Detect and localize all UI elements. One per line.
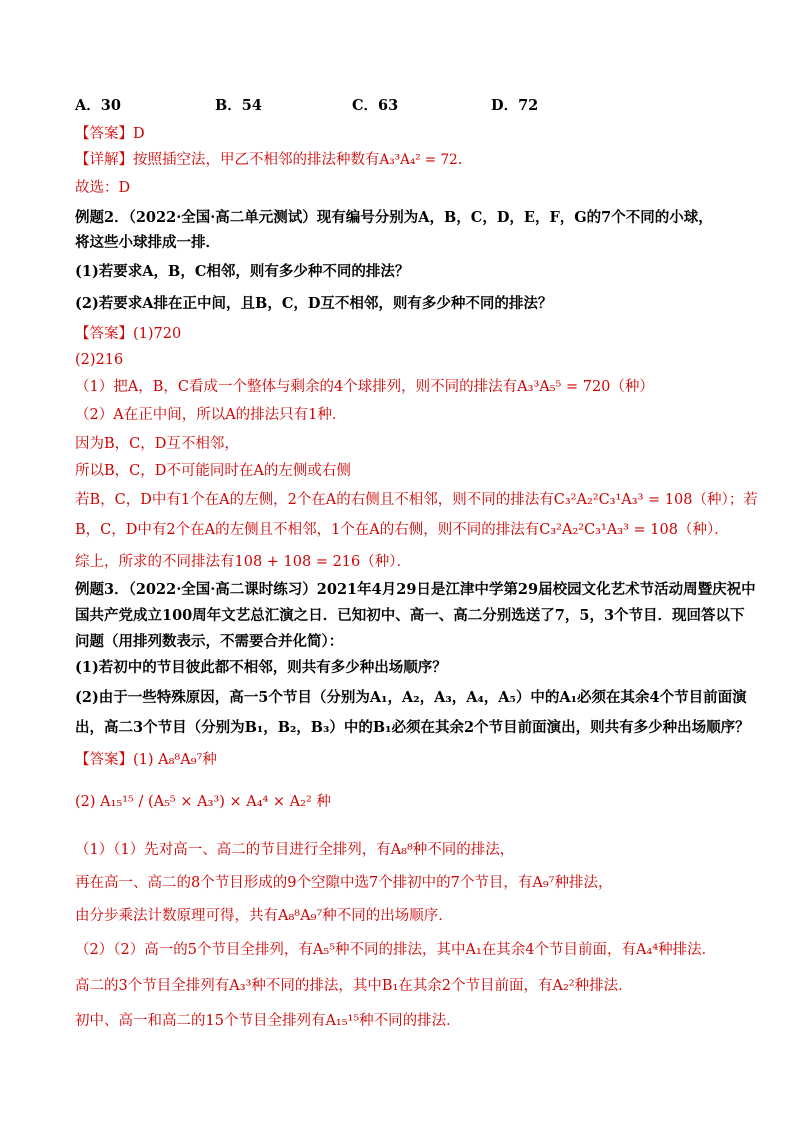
- ex2-solution-5: 若B，C，D中有1个在A的左侧，2个在A的右侧且不相邻，则不同的排法有C₃²A₂²C₃¹A₃³ = 108（种）；若: [75, 492, 758, 508]
- ex3-solution-5: 高二的3个节目全排列有A₃³种不同的排法，其中B₁在其余2个节目前面，有A₂²种排法．: [75, 978, 633, 994]
- ex2-answer-2: (2)216: [75, 352, 124, 368]
- ex2-solution-1: （1）把A，B，C看成一个整体与剩余的4个球排列，则不同的排法有A₃³A₅⁵ = 720（种）: [75, 379, 654, 395]
- ex3-title-line2: 国共产党成立100周年文艺总汇演之日．已知初中、高一、高二分别选送了7，5，3个节目．现回答以下: [75, 607, 745, 624]
- option-a: A．30: [75, 97, 121, 114]
- ex3-solution-6: 初中、高一和高二的15个节目全排列有A₁₅¹⁵种不同的排法．: [75, 1013, 461, 1029]
- ex2-part2: (2)若要求A排在正中间，且B，C，D互不相邻，则有多少种不同的排法？: [75, 295, 553, 312]
- option-c: C．63: [352, 97, 399, 114]
- ex3-part2: (2)由于一些特殊原因，高一5个节目（分别为A₁，A₂，A₃，A₄，A₅）中的A₁必须在其余4个节目前面演: [75, 689, 747, 706]
- ex3-title-line3: 问题（用排列数表示，不需要合并化简）：: [75, 633, 344, 650]
- ex3-solution-4: （2）（2）高一的5个节目全排列，有A₅⁵种不同的排法，其中A₁在其余4个节目前面，有A₄⁴种排法．: [75, 942, 717, 958]
- ex3-solution-2: 再在高一、高二的8个节目形成的9个空隙中选7个排初中的7个节目，有A₉⁷种排法，: [75, 875, 613, 891]
- ex3-solution-1: （1）（1）先对高一、高二的节目进行全排列，有A₈⁸种不同的排法，: [75, 842, 515, 858]
- ex2-solution-7: 综上，所求的不同排法有108 + 108 = 216（种）．: [75, 554, 412, 570]
- ex2-solution-4: 所以B，C，D不可能同时在A的左侧或右侧: [75, 463, 351, 479]
- option-d: D．72: [491, 97, 539, 114]
- option-b: B．54: [215, 97, 262, 114]
- ex3-answer-1: 【答案】(1) A₈⁸A₉⁷种: [75, 752, 217, 768]
- ex2-title: 例题2．（2022·全国·高二单元测试）现有编号分别为A，B，C，D，E，F，G的7个不同的小球，: [75, 209, 713, 226]
- ex2-title-cont: 将这些小球排成一排．: [75, 234, 220, 251]
- ex2-solution-6: B，C，D中有2个在A的左侧且不相邻，1个在A的右侧，则不同的排法有C₃²A₂²C₃¹A₃³ = 108（种）．: [75, 522, 729, 538]
- q1-answer: 【答案】D: [75, 126, 145, 142]
- ex3-part1: (1)若初中的节目彼此都不相邻，则共有多少种出场顺序？: [75, 659, 447, 676]
- q1-detail-formula: A₃³A₄² = 72: [379, 152, 458, 168]
- ex2-solution-3: 因为B，C，D互不相邻，: [75, 436, 239, 452]
- q1-conclusion: 故选：D: [75, 180, 131, 196]
- ex2-part1: (1)若要求A，B，C相邻，则有多少种不同的排法？: [75, 263, 410, 280]
- ex2-answer-1: 【答案】(1)720: [75, 326, 182, 342]
- q1-detail: 【详解】按照插空法，甲乙不相邻的排法种数有A₃³A₄² = 72.: [75, 152, 463, 168]
- ex3-title: 例题3．（2022·全国·高二课时练习）2021年4月29日是江津中学第29届校园文化艺术节活动周暨庆祝中: [75, 581, 756, 598]
- ex3-answer-2: (2) A₁₅¹⁵ / (A₅⁵ × A₃³) × A₄⁴ × A₂² 种: [75, 794, 331, 810]
- ex3-solution-3: 由分步乘法计数原理可得，共有A₈⁸A₉⁷种不同的出场顺序．: [75, 908, 453, 924]
- ex2-solution-2: （2）A在正中间，所以A的排法只有1种．: [75, 407, 347, 423]
- ex3-part2-cont: 出，高二3个节目（分别为B₁，B₂，B₃）中的B₁必须在其余2个节目前面演出，则共有多少种出场顺序？: [75, 719, 750, 736]
